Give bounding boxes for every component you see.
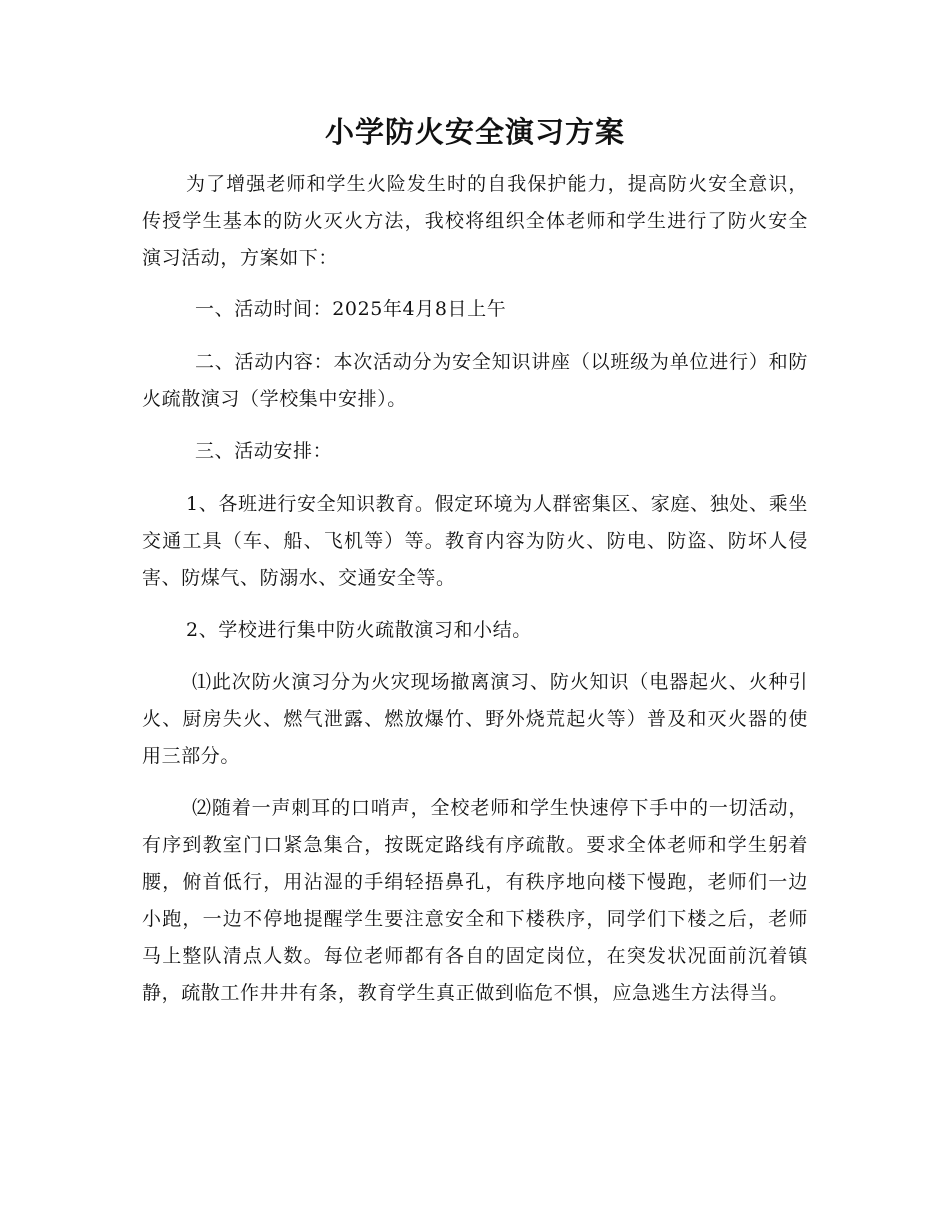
intro-paragraph: 为了增强老师和学生火险发生时的自我保护能力，提高防火安全意识，传授学生基本的防火灭火方法，我校将组织全体老师和学生进行了防火安全演习活动，方案如下： (142, 173, 808, 269)
activity-arrangement-heading: 三、活动安排： (195, 440, 333, 462)
arrangement-item-1: 1、各班进行安全知识教育。假定环境为人群密集区、家庭、独处、乘坐交通工具（车、船、飞机等）等。教育内容为防火、防电、防盗、防坏人侵害、防煤气、防溺水、交通安全等。 (142, 493, 808, 589)
activity-content-paragraph: 二、活动内容：本次活动分为安全知识讲座（以班级为单位进行）和防火疏散演习（学校集中安排）。 (142, 351, 808, 410)
activity-time-paragraph: 一、活动时间：2025年4月8日上午 (195, 298, 507, 320)
drill-subitem-1: ⑴此次防火演习分为火灾现场撤离演习、防火知识（电器起火、火种引火、厨房失火、燃气泄露、燃放爆竹、野外烧荒起火等）普及和灭火器的使用三部分。 (142, 671, 808, 767)
document-title: 小学防火安全演习方案 (324, 115, 625, 149)
drill-subitem-2: ⑵随着一声刺耳的口哨声，全校老师和学生快速停下手中的一切活动，有序到教室门口紧急集合，按既定路线有序疏散。要求全体老师和学生躬着腰，俯首低行，用沾湿的手绢轻捂鼻孔，有秩序地向楼下慢跑，老师们一边小跑，一边不停地提醒学生要注意安全和下楼秩序，同学们下楼之后，老师马上整队清点人数。每位老师都有各自的固定岗位，在突发状况面前沉着镇静，疏散工作井井有条，教育学生真正做到临危不惧，应急逃生方法得当。 (142, 797, 808, 1004)
arrangement-item-2: 2、学校进行集中防火疏散演习和小结。 (186, 619, 532, 641)
